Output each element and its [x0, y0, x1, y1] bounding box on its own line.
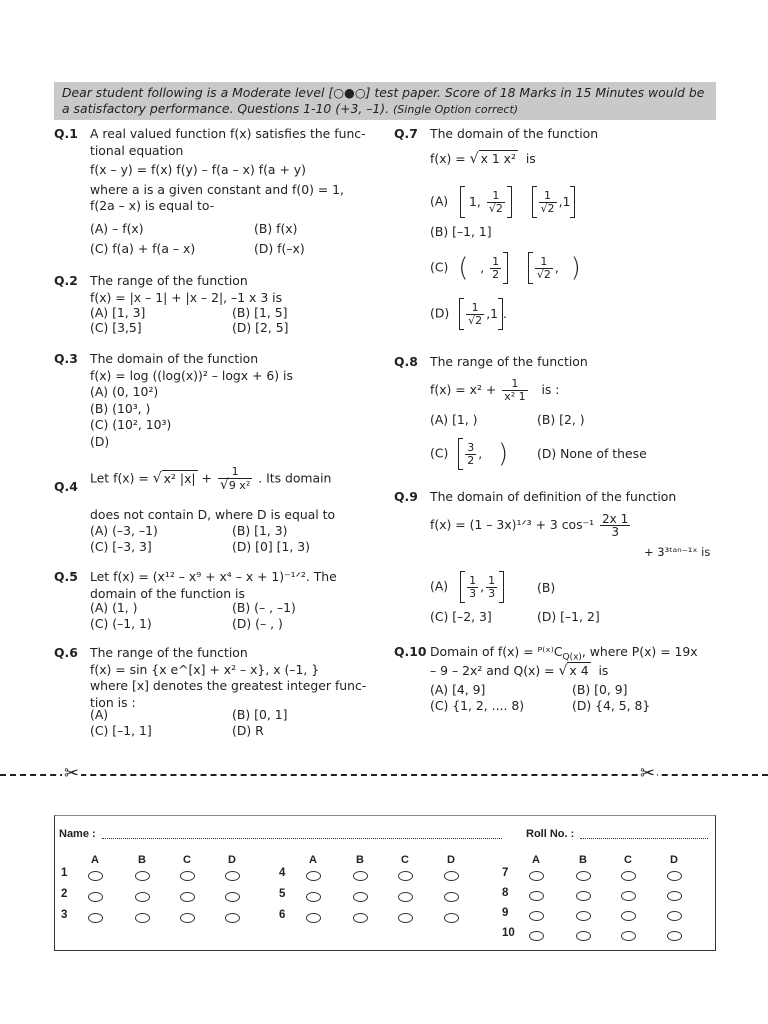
option-a: (A) [4, 9] [430, 682, 486, 697]
option-letter-d: D [228, 854, 236, 866]
question-text: domain of the function is [90, 585, 245, 601]
option-a: (A) $\frac{1}{3}$ , $\frac{1}{3}$ [430, 571, 504, 603]
question-row-number: 5 [279, 888, 286, 900]
answer-bubble-3-b[interactable] [135, 913, 150, 923]
question-1 [54, 126, 384, 256]
question-text: + 3³ᵗᵃⁿ⁻¹ˣ is [644, 545, 711, 559]
question-text: tion is : [90, 694, 136, 710]
question-number: Q.6 [54, 645, 78, 660]
answer-bubble-10-b[interactable] [576, 931, 591, 941]
option-letter-a: A [309, 854, 317, 866]
question-9 [394, 489, 716, 629]
question-number: Q.5 [54, 569, 78, 584]
answer-bubble-10-a[interactable] [529, 931, 544, 941]
question-equation: f(x) = √ x 1 x² is [430, 151, 536, 167]
answer-bubble-1-b[interactable] [135, 871, 150, 881]
answer-bubble-2-a[interactable] [88, 892, 103, 902]
option-a: (A) (–3, –1) [90, 523, 158, 538]
option-b: (B) [–1, 1] [430, 224, 492, 239]
option-d: (D) [90, 433, 110, 449]
answer-bubble-8-c[interactable] [621, 891, 636, 901]
answer-bubble-2-b[interactable] [135, 892, 150, 902]
answer-bubble-10-c[interactable] [621, 931, 636, 941]
question-row-number: 8 [502, 887, 509, 899]
question-number: Q.4 [54, 479, 78, 494]
question-row-number: 1 [61, 867, 68, 879]
answer-bubble-10-d[interactable] [667, 931, 682, 941]
question-text: . Its domain [258, 470, 332, 486]
option-a: (A) (0, 10²) [90, 384, 159, 399]
question-text: does not contain D, where D is equal to [90, 507, 336, 522]
option-a: (A) – f(x) [90, 221, 144, 236]
question-equation: f(x) = sin {x e^[x] + x² – x}, x (–1, } [90, 661, 320, 677]
option-letter-b: B [356, 854, 364, 866]
answer-bubble-6-d[interactable] [444, 913, 459, 923]
option-a: (A) [90, 707, 109, 722]
answer-bubble-5-b[interactable] [353, 892, 368, 902]
answer-bubble-1-a[interactable] [88, 871, 103, 881]
answer-bubble-3-a[interactable] [88, 913, 103, 923]
option-b: (B) (10³, ) [90, 400, 151, 416]
option-d: (D) f(–x) [254, 241, 305, 256]
question-10 [394, 644, 716, 724]
question-row-number: 3 [61, 909, 68, 921]
answer-bubble-9-d[interactable] [667, 911, 682, 921]
answer-bubble-1-c[interactable] [180, 871, 195, 881]
question-number: Q.7 [394, 126, 418, 141]
answer-bubble-2-c[interactable] [180, 892, 195, 902]
roll-label: Roll No. : [526, 828, 575, 840]
scissors-icon: ✂ [64, 763, 80, 784]
question-2 [54, 273, 384, 338]
answer-bubble-7-d[interactable] [667, 871, 682, 881]
answer-bubble-6-c[interactable] [398, 913, 413, 923]
question-5 [54, 569, 384, 639]
option-d: (D) [0] [1, 3) [232, 539, 310, 554]
option-letter-d: D [670, 854, 678, 866]
answer-bubble-4-b[interactable] [353, 871, 368, 881]
question-text: A real valued function f(x) satisfies the func- [90, 126, 366, 141]
answer-bubble-4-c[interactable] [398, 871, 413, 881]
banner-line-2: a satisfactory performance. Questions 1-10 (+3, –1). (Single Option correct) [62, 101, 519, 116]
question-number: Q.9 [394, 489, 418, 504]
radicand: x² |x| [163, 470, 196, 486]
answer-bubble-6-b[interactable] [353, 913, 368, 923]
option-c: (C) [–3, 3] [90, 539, 152, 554]
question-6 [54, 645, 384, 745]
option-b: (B) [2, ) [537, 412, 585, 427]
question-8 [394, 354, 716, 474]
answer-bubble-4-d[interactable] [444, 871, 459, 881]
question-row-number: 6 [279, 909, 286, 921]
answer-bubble-5-a[interactable] [306, 892, 321, 902]
question-7 [394, 126, 716, 341]
question-text: Let f(x) = (x¹² – x⁹ + x⁴ – x + 1)⁻¹ᐟ². The [90, 569, 337, 584]
answer-bubble-8-d[interactable] [667, 891, 682, 901]
question-equation: f(x) = log ((log(x))² – logx + 6) is [90, 367, 293, 383]
option-d: (D) [2, 5] [232, 320, 289, 335]
answer-bubble-7-a[interactable] [529, 871, 544, 881]
question-text: The range of the function [430, 354, 588, 369]
question-text: – 9 – 2x² and Q(x) = √ x 4 is [430, 663, 609, 679]
question-equation: f(x – y) = f(x) f(y) – f(a – x) f(a + y) [90, 162, 306, 177]
question-number: Q.1 [54, 126, 78, 141]
option-letter-d: D [447, 854, 455, 866]
roll-number-field[interactable] [580, 829, 708, 839]
option-letter-c: C [183, 854, 191, 866]
option-c: (C) (–1, 1) [90, 616, 152, 631]
question-row-number: 4 [279, 867, 286, 879]
question-text: f(2a – x) is equal to- [90, 198, 215, 213]
option-letter-b: B [579, 854, 587, 866]
option-c: (C) [–1, 1] [90, 723, 152, 738]
option-d: (D) [–1, 2] [537, 609, 600, 624]
answer-bubble-4-a[interactable] [306, 871, 321, 881]
option-letter-b: B [138, 854, 146, 866]
answer-bubble-8-a[interactable] [529, 891, 544, 901]
option-letter-a: A [532, 854, 540, 866]
sqrt-symbol: √ [152, 470, 162, 487]
scissors-icon: ✂ [640, 763, 656, 784]
option-d: (D) $\frac{1}{√2}$ ,1 . [430, 298, 507, 330]
question-text: where [x] denotes the greatest integer func- [90, 678, 367, 693]
option-c: (C) {1, 2, .... 8) [430, 698, 525, 713]
option-a: (A) [1, ) [430, 412, 478, 427]
question-text: tional equation [90, 142, 184, 158]
option-b: (B) f(x) [254, 221, 298, 236]
question-text: where a is a given constant and f(0) = 1, [90, 181, 344, 197]
option-b: (B) [537, 580, 556, 595]
question-row-number: 10 [502, 927, 515, 939]
question-number: Q.8 [394, 354, 418, 369]
option-b: (B) [1, 5] [232, 305, 288, 320]
question-number: Q.2 [54, 273, 78, 288]
question-number: Q.10 [394, 644, 427, 659]
option-b: (B) [0, 9] [572, 682, 628, 697]
answer-bubble-6-a[interactable] [306, 913, 321, 923]
question-text: The domain of the function [90, 351, 259, 366]
option-a: (A) [1, 3] [90, 305, 146, 320]
cut-line [0, 763, 768, 784]
question-equation: f(x) = |x – 1| + |x – 2|, –1 x 3 is [90, 289, 283, 305]
option-b: (B) [0, 1] [232, 707, 288, 722]
option-d: (D) (– , ) [232, 616, 283, 631]
denominator: √9 x² [219, 477, 251, 493]
question-3 [54, 351, 384, 451]
answer-bubble-3-c[interactable] [180, 913, 195, 923]
question-text: Domain of $f(x) = ᴾ^(ˣ^)C_{Q(x)}$, where P(x) = 19x [430, 644, 698, 663]
option-letter-a: A [91, 854, 99, 866]
name-label: Name : [59, 828, 96, 840]
option-c: (C) (10², 10³) [90, 417, 172, 432]
question-text: The range of the function [90, 273, 248, 288]
question-text: Let f(x) = [90, 470, 149, 486]
name-field[interactable] [102, 829, 502, 839]
option-c: (C) [3,5] [90, 320, 142, 335]
option-b: (B) [1, 3) [232, 523, 288, 538]
option-d: (D) R [232, 723, 264, 738]
question-row-number: 9 [502, 907, 509, 919]
banner-line-1: Dear student following is a Moderate level [○●○] test paper. Score of 18 Marks in 15 Minutes would be [62, 85, 705, 100]
numerator: 1 [218, 466, 252, 479]
option-b: (B) (– , –1) [232, 600, 296, 615]
answer-bubble-8-b[interactable] [576, 891, 591, 901]
option-c: (C) [–2, 3] [430, 609, 492, 624]
question-row-number: 2 [61, 888, 68, 900]
answer-bubble-9-a[interactable] [529, 911, 544, 921]
option-c: (C) f(a) + f(a – x) [90, 241, 196, 256]
option-d: (D) None of these [537, 446, 647, 461]
answer-bubble-9-c[interactable] [621, 911, 636, 921]
option-c: (C) ( , $\frac{1}{2}$ $\frac{1}{√2}$ , ) [430, 253, 581, 283]
question-row-number: 7 [502, 867, 509, 879]
answer-bubble-5-c[interactable] [398, 892, 413, 902]
question-equation: f(x) = x² + $\frac{1}{\text{x² 1}}$ is : [430, 377, 560, 403]
answer-bubble-2-d[interactable] [225, 892, 240, 902]
answer-bubble-5-d[interactable] [444, 892, 459, 902]
plus-sign: + [201, 470, 212, 486]
option-a: (A) (1, ) [90, 600, 138, 615]
fraction [218, 466, 252, 492]
answer-bubble-1-d[interactable] [225, 871, 240, 881]
option-c: (C) $\frac{3}{2}$ , ) [430, 439, 509, 469]
question-text: The domain of the function [430, 126, 599, 141]
answer-bubble-7-c[interactable] [621, 871, 636, 881]
answer-bubble-3-d[interactable] [225, 913, 240, 923]
answer-bubble-9-b[interactable] [576, 911, 591, 921]
question-equation: f(x) = (1 – 3x)¹ᐟ³ + 3 cos⁻¹ $\frac{2x 1}{3}$ [430, 512, 629, 539]
question-text: The range of the function [90, 645, 248, 660]
option-letter-c: C [624, 854, 632, 866]
answer-bubble-7-b[interactable] [576, 871, 591, 881]
instructions-banner [54, 82, 716, 120]
question-4 [54, 466, 384, 561]
option-letter-c: C [401, 854, 409, 866]
option-d: (D) {4, 5, 8} [572, 698, 651, 713]
answer-sheet [54, 815, 716, 951]
option-a: (A) 1, $\frac{1}{√2}$ $\frac{1}{√2}$ ,1 [430, 186, 575, 218]
question-number: Q.3 [54, 351, 78, 366]
question-text: The domain of definition of the function [430, 489, 677, 504]
